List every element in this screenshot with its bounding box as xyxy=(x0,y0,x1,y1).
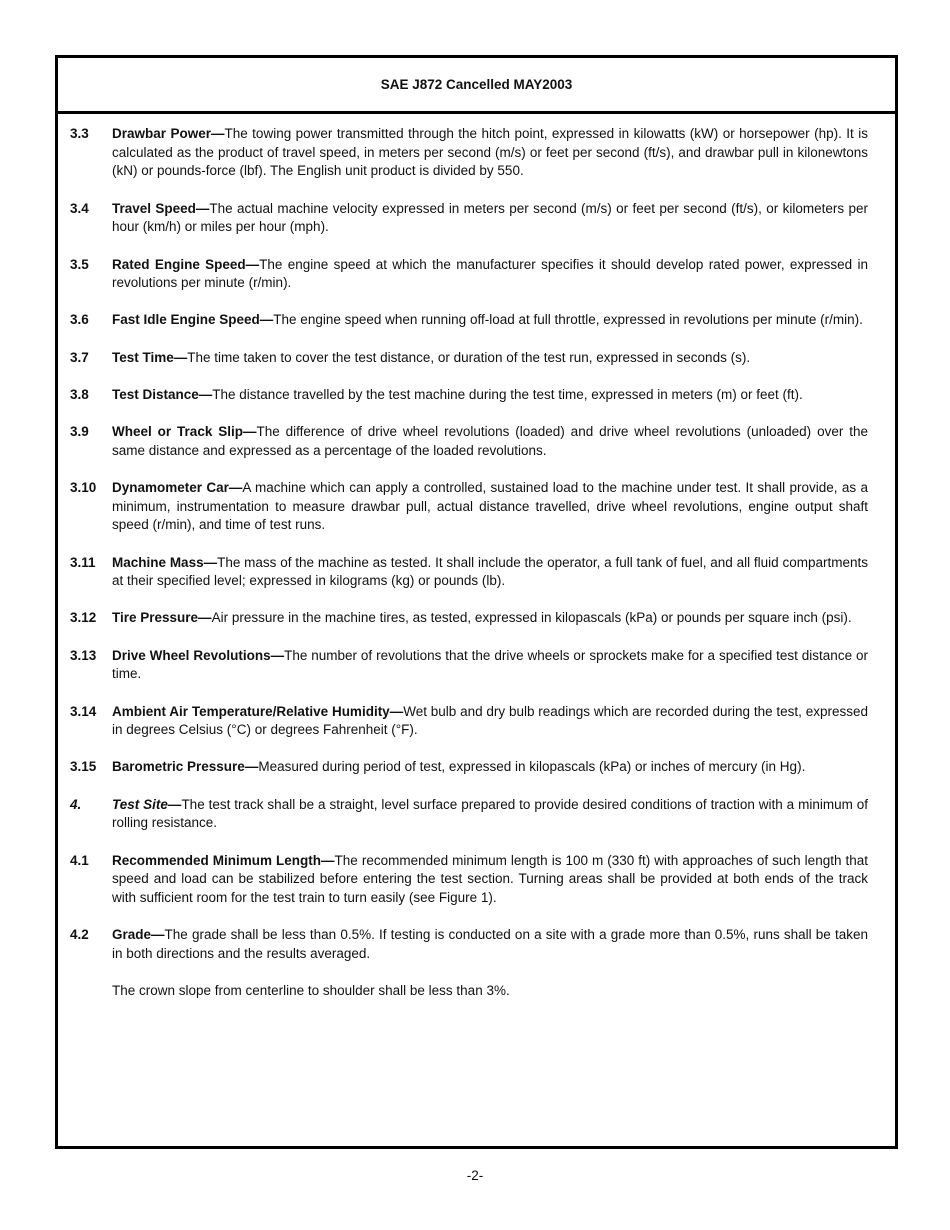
section-description: The recommended minimum length is 100 m (330 ft) with approaches of such length that speed and load can be stabilized before entering the test section. Turning areas shall be provided at both ends of the track with sufficient room for the test train to turn easily (see Figure 1). xyxy=(112,852,868,905)
section-text xyxy=(112,554,868,591)
section-term: Test Time— xyxy=(112,349,188,365)
section-number: 3.7 xyxy=(70,349,89,365)
section-text xyxy=(112,479,868,535)
section-item xyxy=(70,423,868,460)
section-number: 4. xyxy=(70,796,82,812)
section-text xyxy=(112,256,868,293)
crown-slope-note: The crown slope from centerline to shoulder shall be less than 3%. xyxy=(112,983,510,999)
section-text xyxy=(112,125,868,181)
section-description: Wet bulb and dry bulb readings which are recorded during the test, expressed in degrees Celsius (°C) or degrees Fahrenheit (°F). xyxy=(112,703,869,738)
section-description: A machine which can apply a controlled, sustained load to the machine under test. It shall provide, as a minimum, instrumentation to measure drawbar pull, actual distance travelled, drive wheel revolutions, engine output shaft speed (r/min), and time of test runs. xyxy=(112,479,868,533)
document-body xyxy=(58,114,895,1001)
section-description: The towing power transmitted through the hitch point, expressed in kilowatts (kW) or horsepower (hp). It is calculated as the product of travel speed, in meters per second (m/s) or feet per second (ft/s), and drawbar pull in kilonewtons (kN) or pounds-force (lbf). The English unit product is divided by 550. xyxy=(112,126,868,179)
section-item xyxy=(70,758,868,777)
section-description: The grade shall be less than 0.5%. If testing is conducted on a site with a grade more than 0.5%, runs shall be taken in both directions and the results averaged. xyxy=(112,927,868,961)
section-number: 3.13 xyxy=(70,647,97,663)
section-text xyxy=(112,200,868,237)
section-item xyxy=(70,256,868,293)
section-item xyxy=(70,852,868,908)
section-number: 3.3 xyxy=(70,126,89,141)
section-term: Tire Pressure— xyxy=(112,610,212,626)
section-text xyxy=(112,386,868,405)
page-number: -2- xyxy=(466,1168,484,1183)
section-item xyxy=(70,647,868,684)
section-text xyxy=(112,703,868,740)
section-item xyxy=(70,125,868,181)
section-term: Machine Mass— xyxy=(112,554,218,570)
section-description: The actual machine velocity expressed in meters per second (m/s) or feet per second (ft/s), or kilometers per hour (km/h) or miles per hour (mph). xyxy=(112,200,868,235)
section-term: Dynamometer Car— xyxy=(112,479,243,495)
section-number: 3.9 xyxy=(70,424,89,440)
section-term: Recommended Minimum Length— xyxy=(112,852,335,868)
section-number: 4.1 xyxy=(70,852,89,868)
section-text xyxy=(112,609,868,628)
section-text xyxy=(112,852,868,908)
section-item xyxy=(70,609,868,628)
section-term: Fast Idle Engine Speed— xyxy=(112,312,274,328)
section-item xyxy=(70,200,868,237)
section-text xyxy=(112,349,868,368)
document-header xyxy=(58,58,895,114)
section-description: The engine speed when running off-load at full throttle, expressed in revolutions per minute (r/min). xyxy=(273,312,863,328)
section-item xyxy=(70,349,868,368)
section-term: Test Site— xyxy=(112,796,182,812)
section-term: Ambient Air Temperature/Relative Humidity— xyxy=(112,703,404,719)
section-term: Drive Wheel Revolutions— xyxy=(112,647,285,663)
section-number: 3.4 xyxy=(70,200,89,216)
section-term: Drawbar Power— xyxy=(112,126,225,141)
section-number: 3.6 xyxy=(70,312,89,328)
section-number: 3.11 xyxy=(70,554,96,570)
section-number: 3.15 xyxy=(70,759,97,775)
section-description: The mass of the machine as tested. It shall include the operator, a full tank of fuel, and all fluid compartments at their specified level; expressed in kilograms (kg) or pounds (lb). xyxy=(112,554,868,589)
section-item xyxy=(70,703,868,740)
section-description: The number of revolutions that the drive wheels or sprockets make for a specified test distance or time. xyxy=(112,647,868,682)
section-description: The engine speed at which the manufacturer specifies it should develop rated power, expressed in revolutions per minute (r/min). xyxy=(112,256,868,291)
section-number: 3.8 xyxy=(70,386,89,402)
section-number: 3.5 xyxy=(70,256,89,272)
section-item xyxy=(70,554,868,591)
section-item xyxy=(70,796,868,833)
section-term: Test Distance— xyxy=(112,386,213,402)
section-term: Rated Engine Speed— xyxy=(112,256,260,272)
section-item xyxy=(70,386,868,405)
section-text xyxy=(112,926,868,963)
section-description: The difference of drive wheel revolutions (loaded) and drive wheel revolutions (unloaded) over the same distance and expressed as a percentage of the loaded revolutions. xyxy=(112,424,868,458)
section-item xyxy=(70,926,868,963)
section-description: Air pressure in the machine tires, as tested, expressed in kilopascals (kPa) or pounds per square inch (psi). xyxy=(211,610,852,626)
section-term: Barometric Pressure— xyxy=(112,759,259,775)
section-text xyxy=(112,423,868,460)
section-text xyxy=(112,796,868,833)
section-number: 3.14 xyxy=(70,703,97,719)
section-description: The distance travelled by the test machine during the test time, expressed in meters (m) or feet (ft). xyxy=(212,386,803,402)
section-text xyxy=(112,758,868,777)
section-list xyxy=(70,125,868,964)
section-number: 3.10 xyxy=(70,479,97,495)
section-number: 3.12 xyxy=(70,610,97,626)
section-term: Travel Speed— xyxy=(112,200,210,216)
document-title: SAE J872 Cancelled MAY2003 xyxy=(380,77,573,92)
section-description: The test track shall be a straight, level surface prepared to provide desired conditions of traction with a minimum of rolling resistance. xyxy=(112,796,868,831)
section-text xyxy=(112,647,868,684)
section-term: Wheel or Track Slip— xyxy=(112,424,257,440)
section-description: Measured during period of test, expressed in kilopascals (kPa) or inches of mercury (in Hg). xyxy=(258,759,806,775)
section-item xyxy=(70,311,868,330)
section-term: Grade— xyxy=(112,927,165,943)
section-description: The time taken to cover the test distance, or duration of the test run, expressed in seconds (s). xyxy=(187,349,751,365)
section-item xyxy=(70,479,868,535)
section-number: 4.2 xyxy=(70,927,89,943)
section-text xyxy=(112,311,868,330)
page-frame xyxy=(55,55,898,1149)
